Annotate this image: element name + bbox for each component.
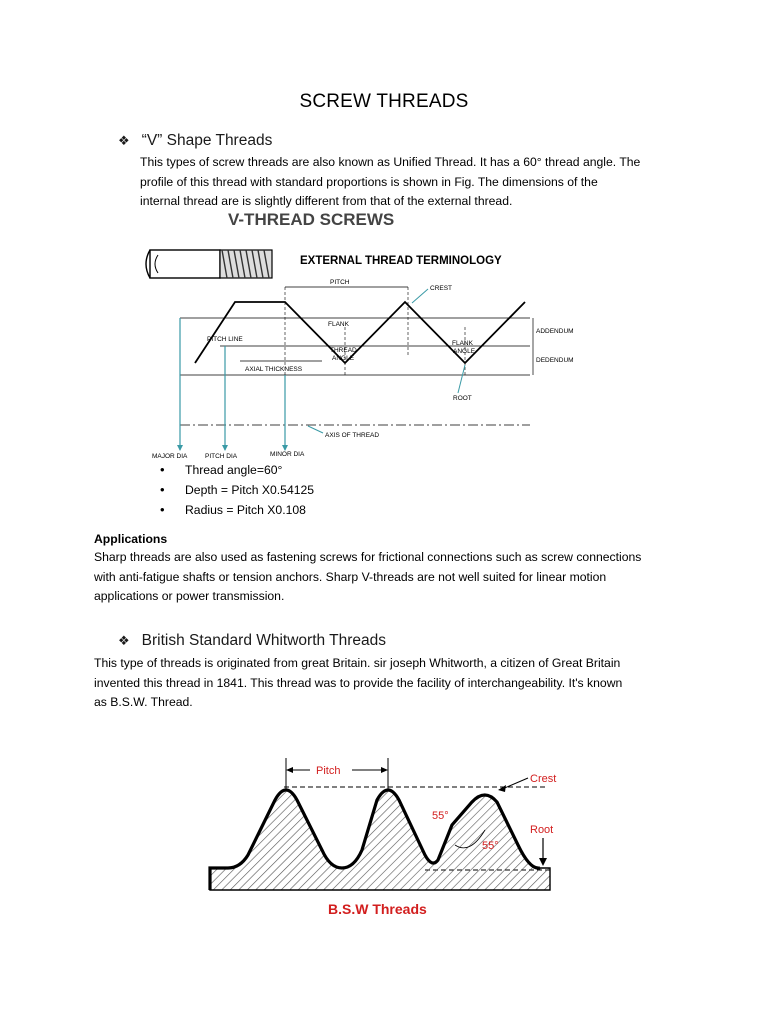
figure-caption: B.S.W Threads (328, 901, 427, 917)
paragraph-line: This type of threads is originated from great Britain. sir joseph Whitworth, a citizen of Great Britain (94, 656, 621, 670)
paragraph-line: as B.S.W. Thread. (94, 695, 193, 710)
label-flank-angle-2: ANGLE (453, 348, 476, 355)
label-angle-1: 55° (432, 810, 449, 822)
label-thread-angle: THREAD (330, 347, 357, 354)
v-thread-figure (140, 205, 580, 463)
diamond-bullet-icon: ❖ (118, 633, 130, 648)
label-pitch-line: PITCH LINE (207, 336, 243, 343)
section-heading-text: “V” Shape Threads (141, 132, 273, 149)
diamond-bullet-icon: ❖ (118, 133, 130, 148)
figure-subtitle: EXTERNAL THREAD TERMINOLOGY (300, 255, 502, 267)
label-dedendum: DEDENDUM (536, 357, 574, 364)
label-crest: CREST (430, 285, 453, 292)
v-thread-paragraph (140, 153, 740, 212)
label-root: ROOT (453, 395, 472, 402)
bsw-thread-figure (200, 750, 570, 925)
label-angle-2: 55° (482, 840, 499, 852)
paragraph-line: internal thread are is slightly different from that of the external thread. (140, 194, 513, 209)
label-root: Root (530, 824, 554, 836)
paragraph-line: with anti-fatigue shafts or tension anchors. Sharp V-threads are not well suited for linear motion (94, 569, 607, 584)
paragraph-line: profile of this thread with standard proportions is shown in Fig. The dimensions of the (140, 174, 598, 189)
paragraph-line: Sharp threads are also used as fastening screws for frictional connections such as screw connections (94, 550, 642, 564)
bolt-illustration (146, 250, 272, 278)
applications-paragraph (94, 548, 734, 607)
section-heading-bsw (118, 632, 386, 650)
label-addendum: ADDENDUM (536, 328, 574, 335)
label-thread-angle-2: ANGLE (332, 355, 355, 362)
label-pitch-dia: PITCH DIA (205, 453, 238, 460)
list-item: • Depth = Pitch X0.54125 (160, 480, 314, 500)
paragraph-line: invented this thread in 1841. This thread was to provide the facility of interchangeability. It's known (94, 675, 623, 690)
list-item: • Thread angle=60° (160, 460, 314, 480)
section-heading-v-threads (118, 132, 272, 150)
section-heading-text: British Standard Whitworth Threads (141, 632, 387, 649)
label-flank: FLANK (328, 321, 349, 328)
paragraph-line: applications or power transmission. (94, 589, 285, 604)
bsw-paragraph (94, 654, 734, 713)
list-item: • Radius = Pitch X0.108 (160, 500, 314, 520)
label-pitch: PITCH (330, 279, 350, 286)
figure-title: V-THREAD SCREWS (228, 210, 395, 229)
label-crest: Crest (530, 773, 557, 785)
applications-heading: Applications (94, 532, 168, 546)
thread-formula-list (160, 460, 314, 520)
page-title: SCREW THREADS (299, 91, 469, 112)
label-flank-angle: FLANK (452, 340, 473, 347)
label-minor-dia: MINOR DIA (270, 451, 305, 458)
label-pitch: Pitch (316, 765, 341, 777)
label-axial-thickness: AXIAL THICKNESS (245, 366, 303, 373)
label-axis: AXIS OF THREAD (325, 432, 380, 439)
label-major-dia: MAJOR DIA (152, 453, 188, 460)
paragraph-line: This types of screw threads are also known as Unified Thread. It has a 60° thread angle. The (140, 155, 641, 169)
